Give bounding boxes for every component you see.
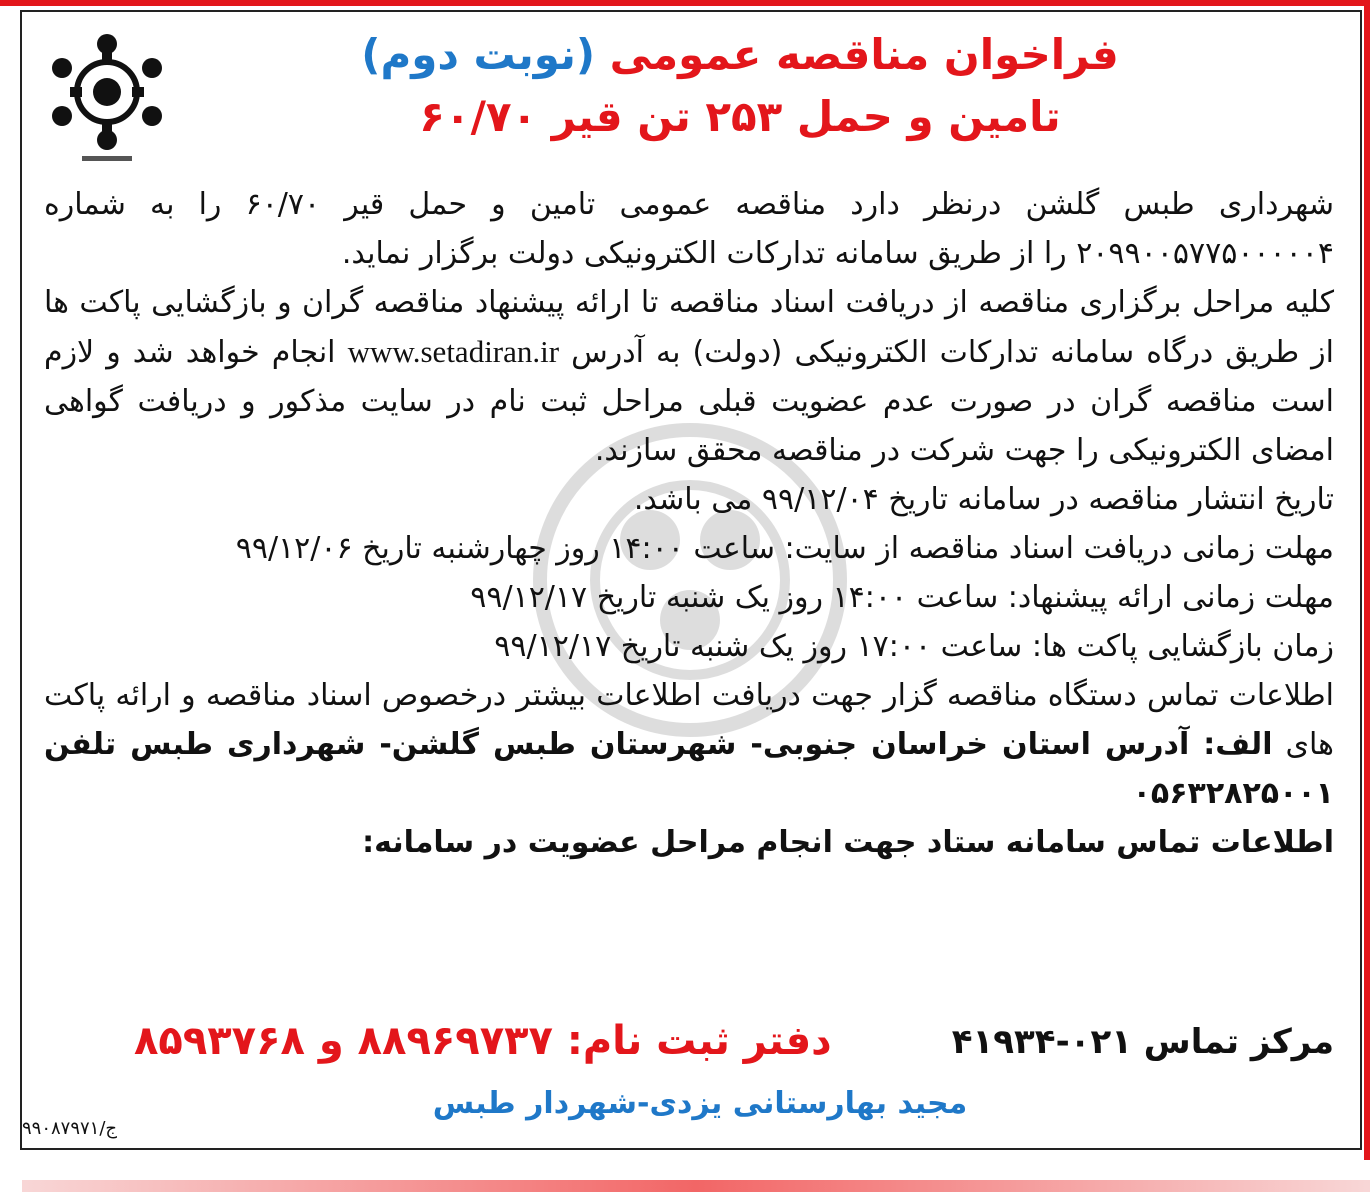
setad-link[interactable]: www.setadiran.ir — [347, 334, 560, 369]
registration-office: دفتر ثبت نام: ۸۸۹۶۹۷۳۷ و ۸۵۹۳۷۶۸ — [134, 1018, 832, 1064]
title-line — [200, 24, 1280, 86]
contact-intro: اطلاعات تماس دستگاه مناقصه گزار جهت دریافت اطلاعات بیشتر درخصوص اسناد مناقصه و ارائه پاکت های — [44, 678, 1334, 762]
contact-info — [44, 671, 1334, 818]
notice-code: ج/۹۹۰۸۷۹۷۱ — [22, 1118, 118, 1139]
municipality-logo-icon — [42, 24, 172, 174]
process-text-cont: انجام خواهد شد و لازم است مناقصه گران در صورت عدم عضویت قبلی مراحل ثبت نام در سایت مذکور و دریافت گواهی امضای الکترونیکی را جهت شرکت در مناقصه محقق سازند. — [44, 335, 1334, 468]
side-red-bar — [1364, 0, 1370, 1160]
notice-header — [200, 24, 1280, 164]
notice-subtitle: تامین و حمل ۲۵۳ تن قیر ۶۰/۷۰ — [419, 92, 1061, 141]
opening-time: زمان بازگشایی پاکت ها: ساعت ۱۷:۰۰ روز یک شنبه تاریخ ۹۹/۱۲/۱۷ — [494, 629, 1334, 664]
signature: مجید بهارستانی یزدی-شهردار طبس — [432, 1086, 968, 1121]
process-text: کلیه مراحل برگزاری مناقصه از دریافت اسناد مناقصه تا ارائه پیشنهاد مناقصه گران و بازگشایی پاکت ها از طریق درگاه سامانه تدارکات الکترونیکی (دولت) به آدرس — [44, 285, 1334, 370]
top-red-bar — [0, 0, 170, 6]
paragraph-intro: شهرداری طبس گلشن درنظر دارد مناقصه عمومی تامین و حمل قیر ۶۰/۷۰ را به شماره ۲۰۹۹۰۰۵۷۷۵۰۰۰۰۰۴ را از طریق سامانه تدارکات الکترونیکی دولت برگزار نماید. — [44, 187, 1334, 271]
bottom-stripe — [22, 1180, 1370, 1192]
contact-row — [44, 1018, 1334, 1076]
doc-deadline: مهلت زمانی دریافت اسناد مناقصه از سایت: ساعت ۱۴:۰۰ روز چهارشنبه تاریخ ۹۹/۱۲/۰۶ — [235, 531, 1334, 566]
notice-title: فراخوان مناقصه عمومی — [609, 30, 1119, 79]
offer-deadline: مهلت زمانی ارائه پیشنهاد: ساعت ۱۴:۰۰ روز یک شنبه تاریخ ۹۹/۱۲/۱۷ — [470, 580, 1334, 615]
notice-round: (نوبت دوم) — [361, 30, 596, 79]
setad-heading: اطلاعات تماس سامانه ستاد جهت انجام مراحل عضویت در سامانه: — [362, 825, 1334, 860]
call-center: مرکز تماس ۰۲۱-۴۱۹۳۴ — [951, 1022, 1334, 1062]
notice-body — [44, 180, 1334, 867]
publish-date: تاریخ انتشار مناقصه در سامانه تاریخ ۹۹/۱۲/۰۴ می باشد. — [633, 482, 1334, 517]
contact-address: الف: آدرس استان خراسان جنوبی- شهرستان طبس گلشن- شهرداری طبس تلفن ۰۵۶۳۲۸۲۵۰۰۱ — [44, 727, 1334, 811]
paragraph-process — [44, 278, 1334, 475]
